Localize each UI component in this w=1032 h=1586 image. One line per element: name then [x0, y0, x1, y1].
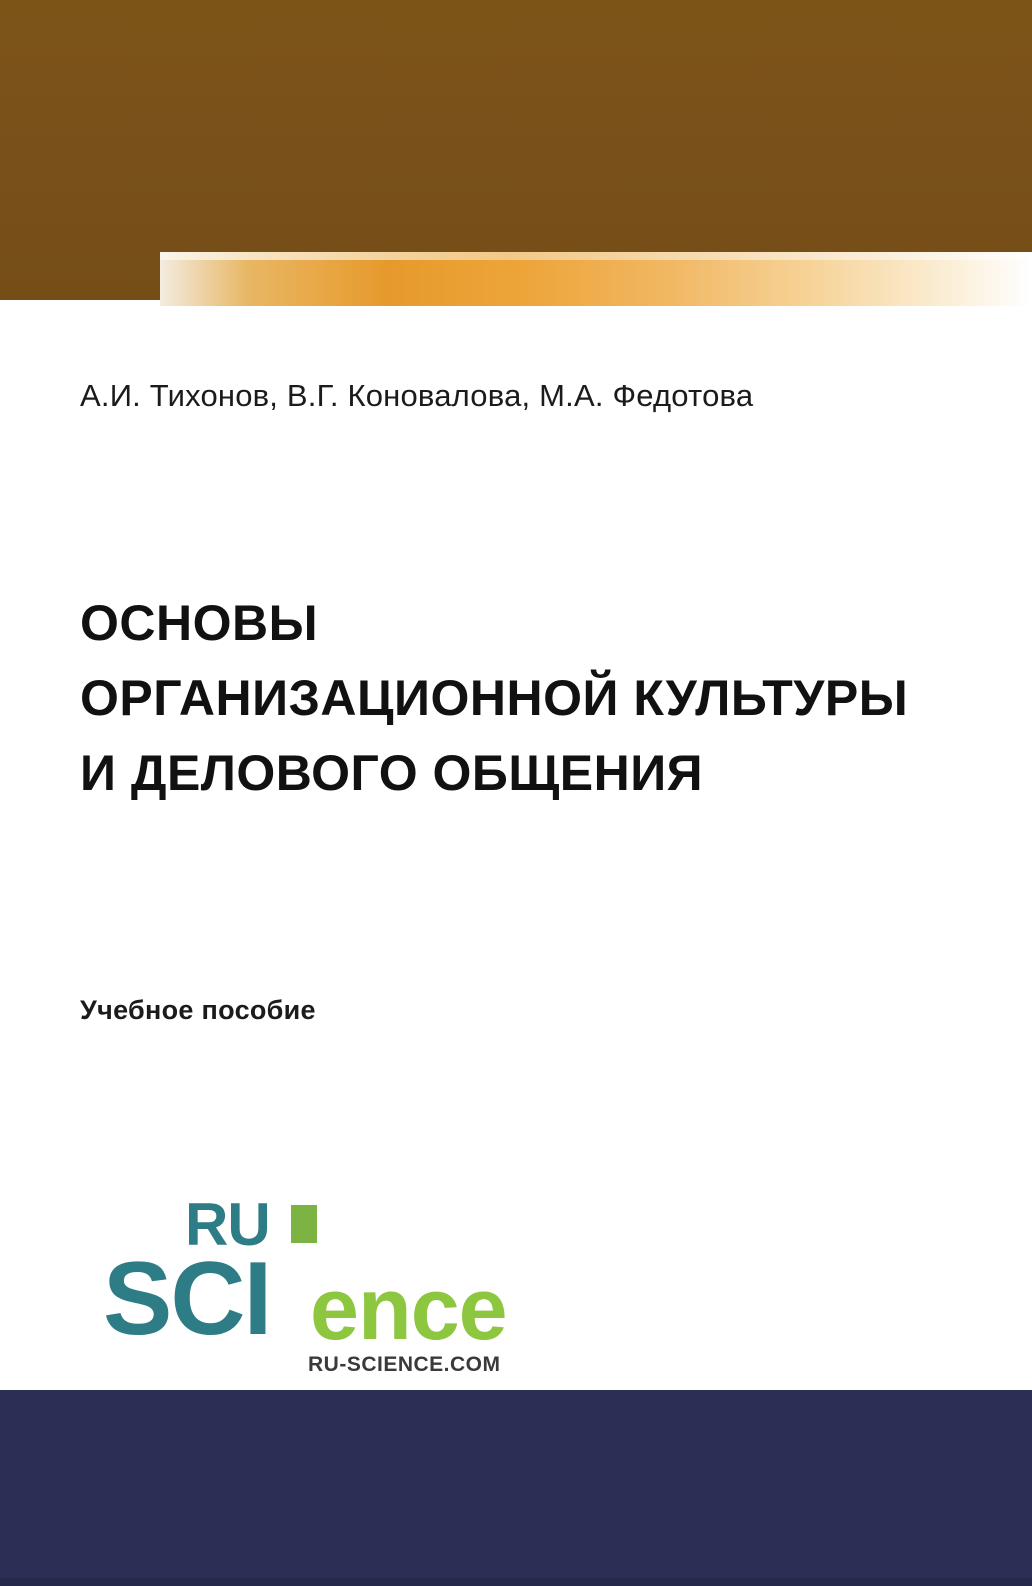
- title-line-3: И ДЕЛОВОГО ОБЩЕНИЯ: [80, 745, 704, 801]
- authors-line: А.И. Тихонов, В.Г. Коновалова, М.А. Федотова: [80, 378, 754, 413]
- logo-website-url: RU-SCIENCE.COM: [308, 1353, 501, 1376]
- logo-green-square-icon: [291, 1205, 317, 1243]
- title-line-2: ОРГАНИЗАЦИОННОЙ КУЛЬТУРЫ: [80, 670, 909, 726]
- title-line-1: ОСНОВЫ: [80, 595, 319, 651]
- bottom-navy-band-edge: [0, 1578, 1032, 1586]
- logo-ru-text: RU: [185, 1191, 270, 1258]
- bottom-navy-band: [0, 1390, 1032, 1586]
- orange-stripe-highlight: [160, 252, 1032, 260]
- book-title: [80, 586, 950, 811]
- orange-gradient-stripe: [160, 252, 1032, 306]
- logo-sci-text: SCI: [103, 1241, 271, 1357]
- logo-ence-text: ence: [310, 1259, 507, 1358]
- publisher-logo: [95, 1191, 515, 1376]
- book-subtitle: Учебное пособие: [80, 995, 316, 1025]
